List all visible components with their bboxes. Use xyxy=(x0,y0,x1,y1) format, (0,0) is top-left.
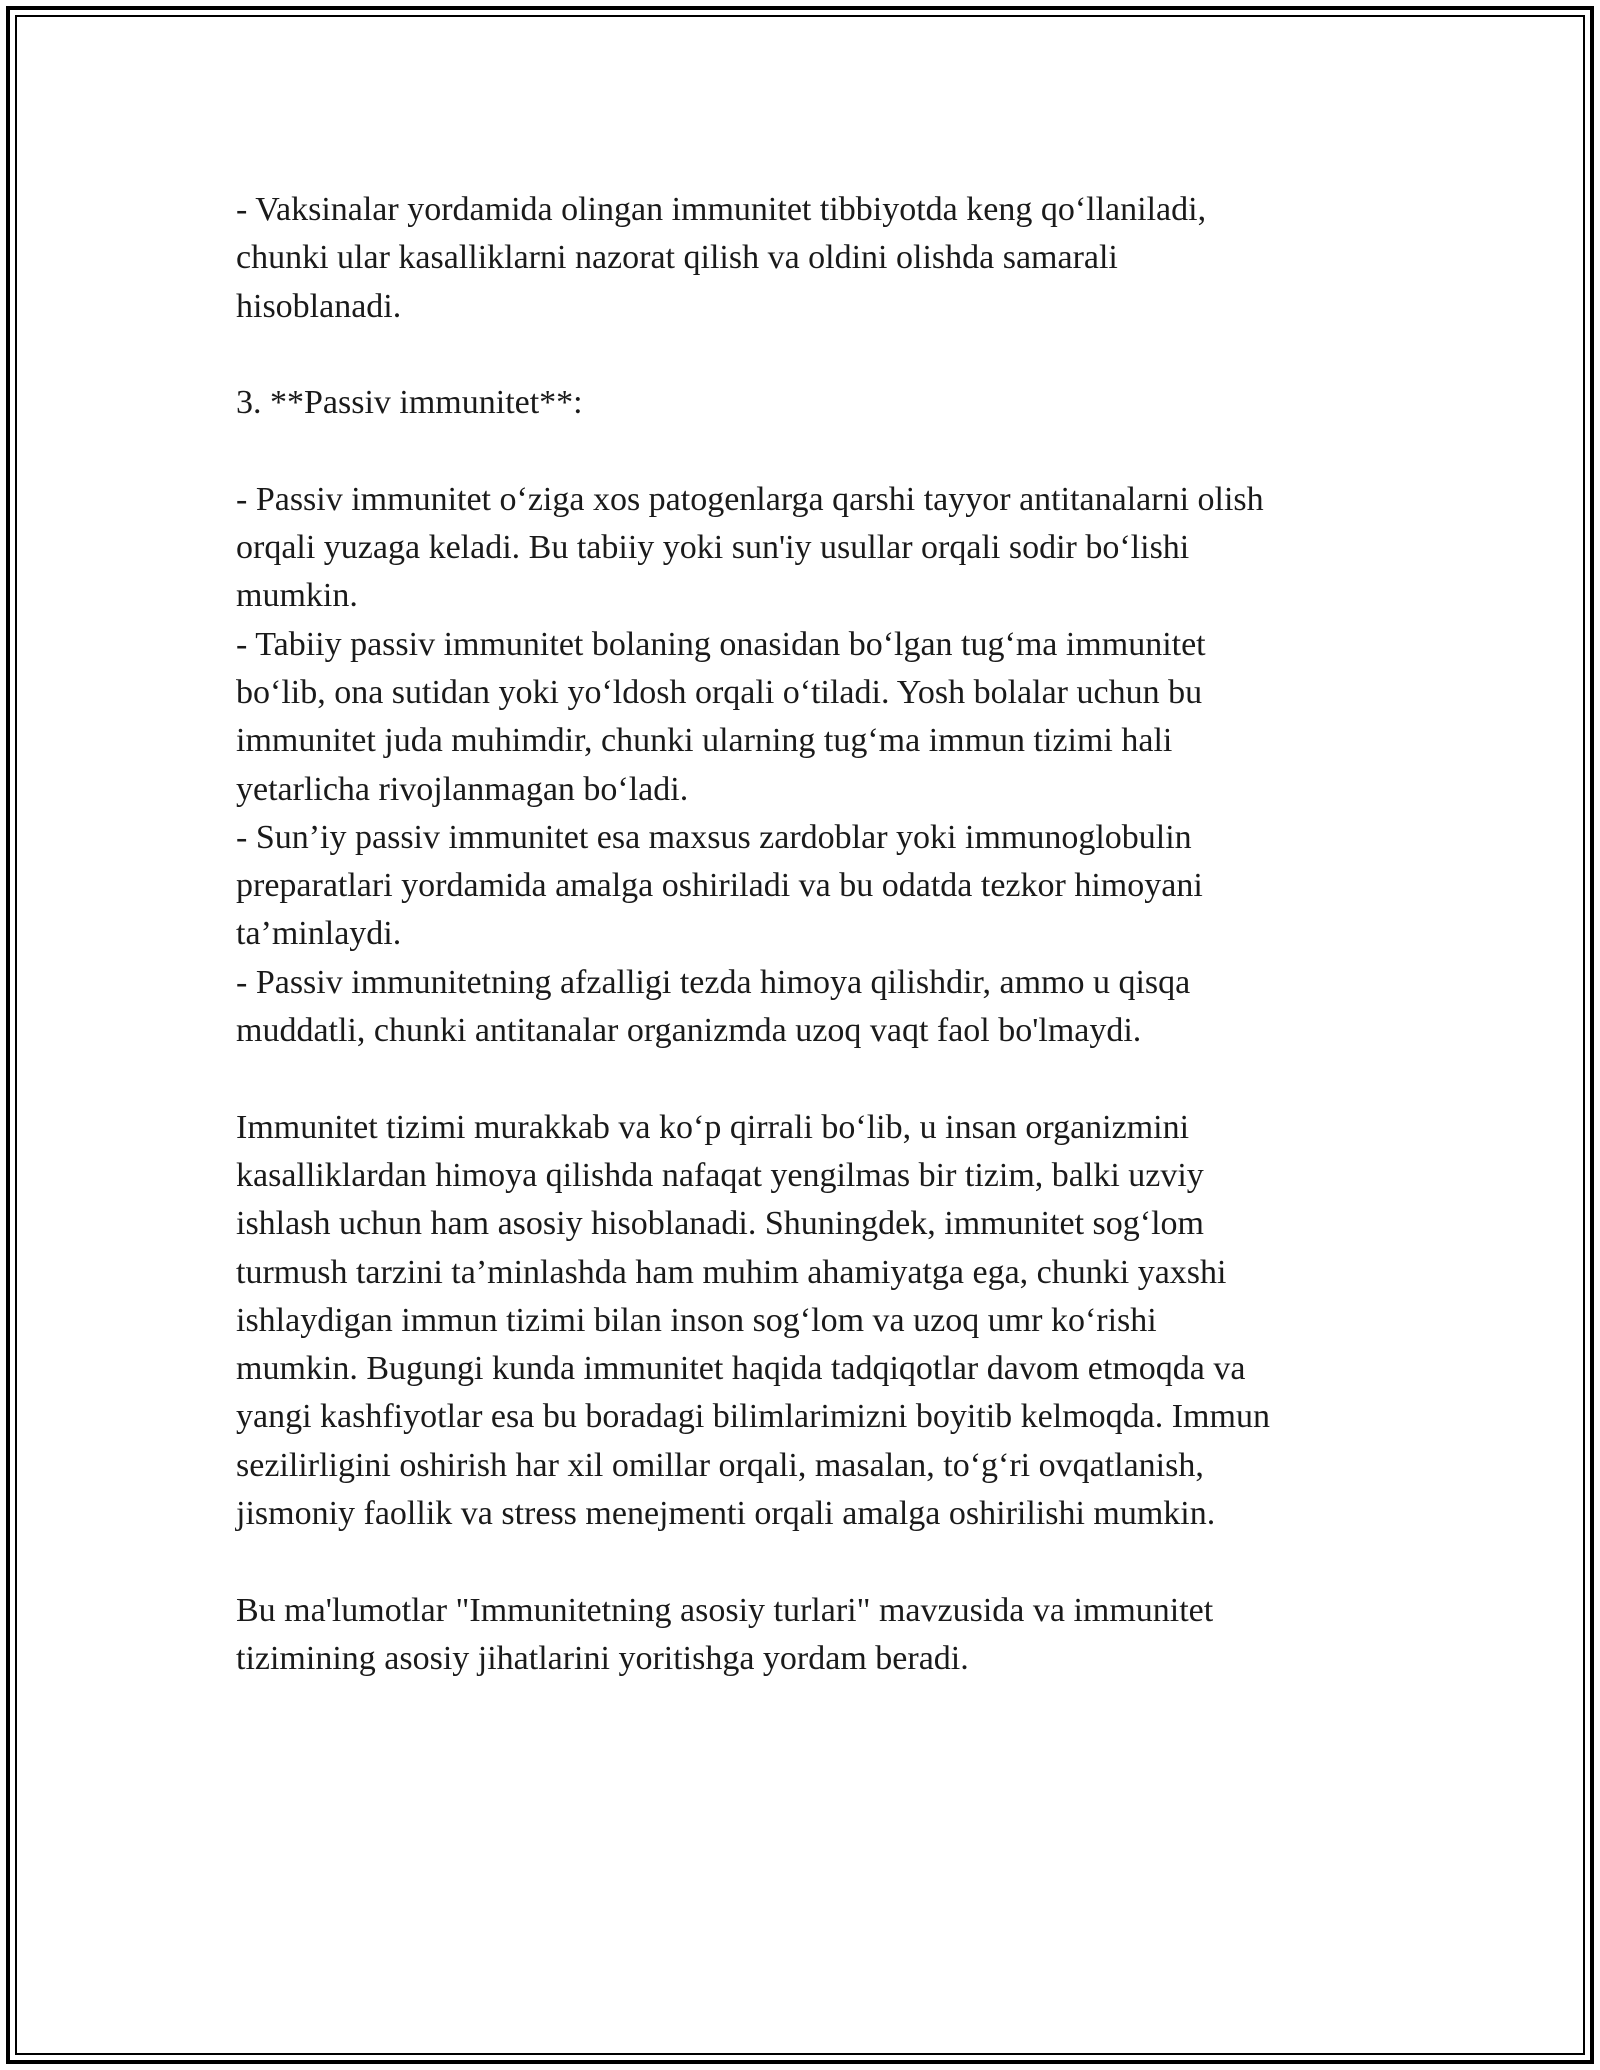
text-line: - Vaksinalar yordamida olingan immunitet tibbiyotda keng qo‘llaniladi, xyxy=(236,191,1207,228)
paragraph-vaccine-immunity xyxy=(236,186,1366,331)
paragraph-conclusion xyxy=(236,1587,1366,1684)
text-line: chunki ular kasalliklarni nazorat qilish va oldini olishda samarali xyxy=(236,239,1118,277)
paragraph-gap xyxy=(236,331,1366,379)
text-line: hisoblanadi. xyxy=(236,287,402,325)
paragraph-passive-immunity xyxy=(236,476,1366,1056)
text-line: yangi kashfiyotlar esa bu boradagi bilimlarimizni boyitib kelmoqda. Immun xyxy=(236,1398,1270,1436)
text-line: ta’minlaydi. xyxy=(236,915,402,953)
text-line: Bu ma'lumotlar "Immunitetning asosiy turlari" mavzusida va immunitet xyxy=(236,1591,1214,1629)
text-line: - Passiv immunitet o‘ziga xos patogenlarga qarshi tayyor antitanalarni olish xyxy=(236,480,1264,518)
text-line: Immunitet tizimi murakkab va ko‘p qirrali bo‘lib, u insan organizmini xyxy=(236,1108,1190,1146)
text-line: muddatli, chunki antitanalar organizmda uzoq vaqt faol bo'lmaydi. xyxy=(236,1012,1142,1050)
text-line: ishlash uchun ham asosiy hisoblanadi. Shuningdek, immunitet sog‘lom xyxy=(236,1205,1204,1243)
text-line: ishlaydigan immun tizimi bilan inson sog‘lom va uzoq umr ko‘rishi xyxy=(236,1301,1157,1339)
text-line: tizimining asosiy jihatlarini yoritishga yordam beradi. xyxy=(236,1639,969,1677)
text-line: yetarlicha rivojlanmagan bo‘ladi. xyxy=(236,770,689,808)
paragraph-gap xyxy=(236,1538,1366,1586)
text-line: immunitet juda muhimdir, chunki ularning tug‘ma immun tizimi hali xyxy=(236,722,1173,760)
text-line: - Passiv immunitetning afzalligi tezda himoya qilishdir, ammo u qisqa xyxy=(236,963,1191,1001)
text-line: mumkin. Bugungi kunda immunitet haqida tadqiqotlar davom etmoqda va xyxy=(236,1350,1246,1388)
document-body xyxy=(236,186,1366,1683)
text-line: turmush tarzini ta’minlashda ham muhim ahamiyatga ega, chunki yaxshi xyxy=(236,1253,1227,1291)
text-line: kasalliklardan himoya qilishda nafaqat yengilmas bir tizim, balki uzviy xyxy=(236,1156,1204,1194)
heading-text: 3. **Passiv immunitet**: xyxy=(236,384,583,422)
paragraph-gap xyxy=(236,1055,1366,1103)
paragraph-gap xyxy=(236,427,1366,475)
text-line: preparatlari yordamida amalga oshiriladi va bu odatda tezkor himoyani xyxy=(236,867,1203,905)
text-line: orqali yuzaga keladi. Bu tabiiy yoki sun'iy usullar orqali sodir bo‘lishi xyxy=(236,529,1190,567)
section-heading-passive-immunity xyxy=(236,379,1366,427)
text-line: sezilirligini oshirish har xil omillar orqali, masalan, to‘g‘ri ovqatlanish, xyxy=(236,1446,1204,1484)
text-line: bo‘lib, ona sutidan yoki yo‘ldosh orqali o‘tiladi. Yosh bolalar uchun bu xyxy=(236,673,1203,711)
text-line: jismoniy faollik va stress menejmenti orqali amalga oshirilishi mumkin. xyxy=(236,1495,1216,1533)
paragraph-immune-system-summary xyxy=(236,1104,1366,1539)
text-line: - Tabiiy passiv immunitet bolaning onasidan bo‘lgan tug‘ma immunitet xyxy=(236,625,1206,663)
text-line: mumkin. xyxy=(236,577,358,615)
text-line: - Sun’iy passiv immunitet esa maxsus zardoblar yoki immunoglobulin xyxy=(236,818,1192,856)
